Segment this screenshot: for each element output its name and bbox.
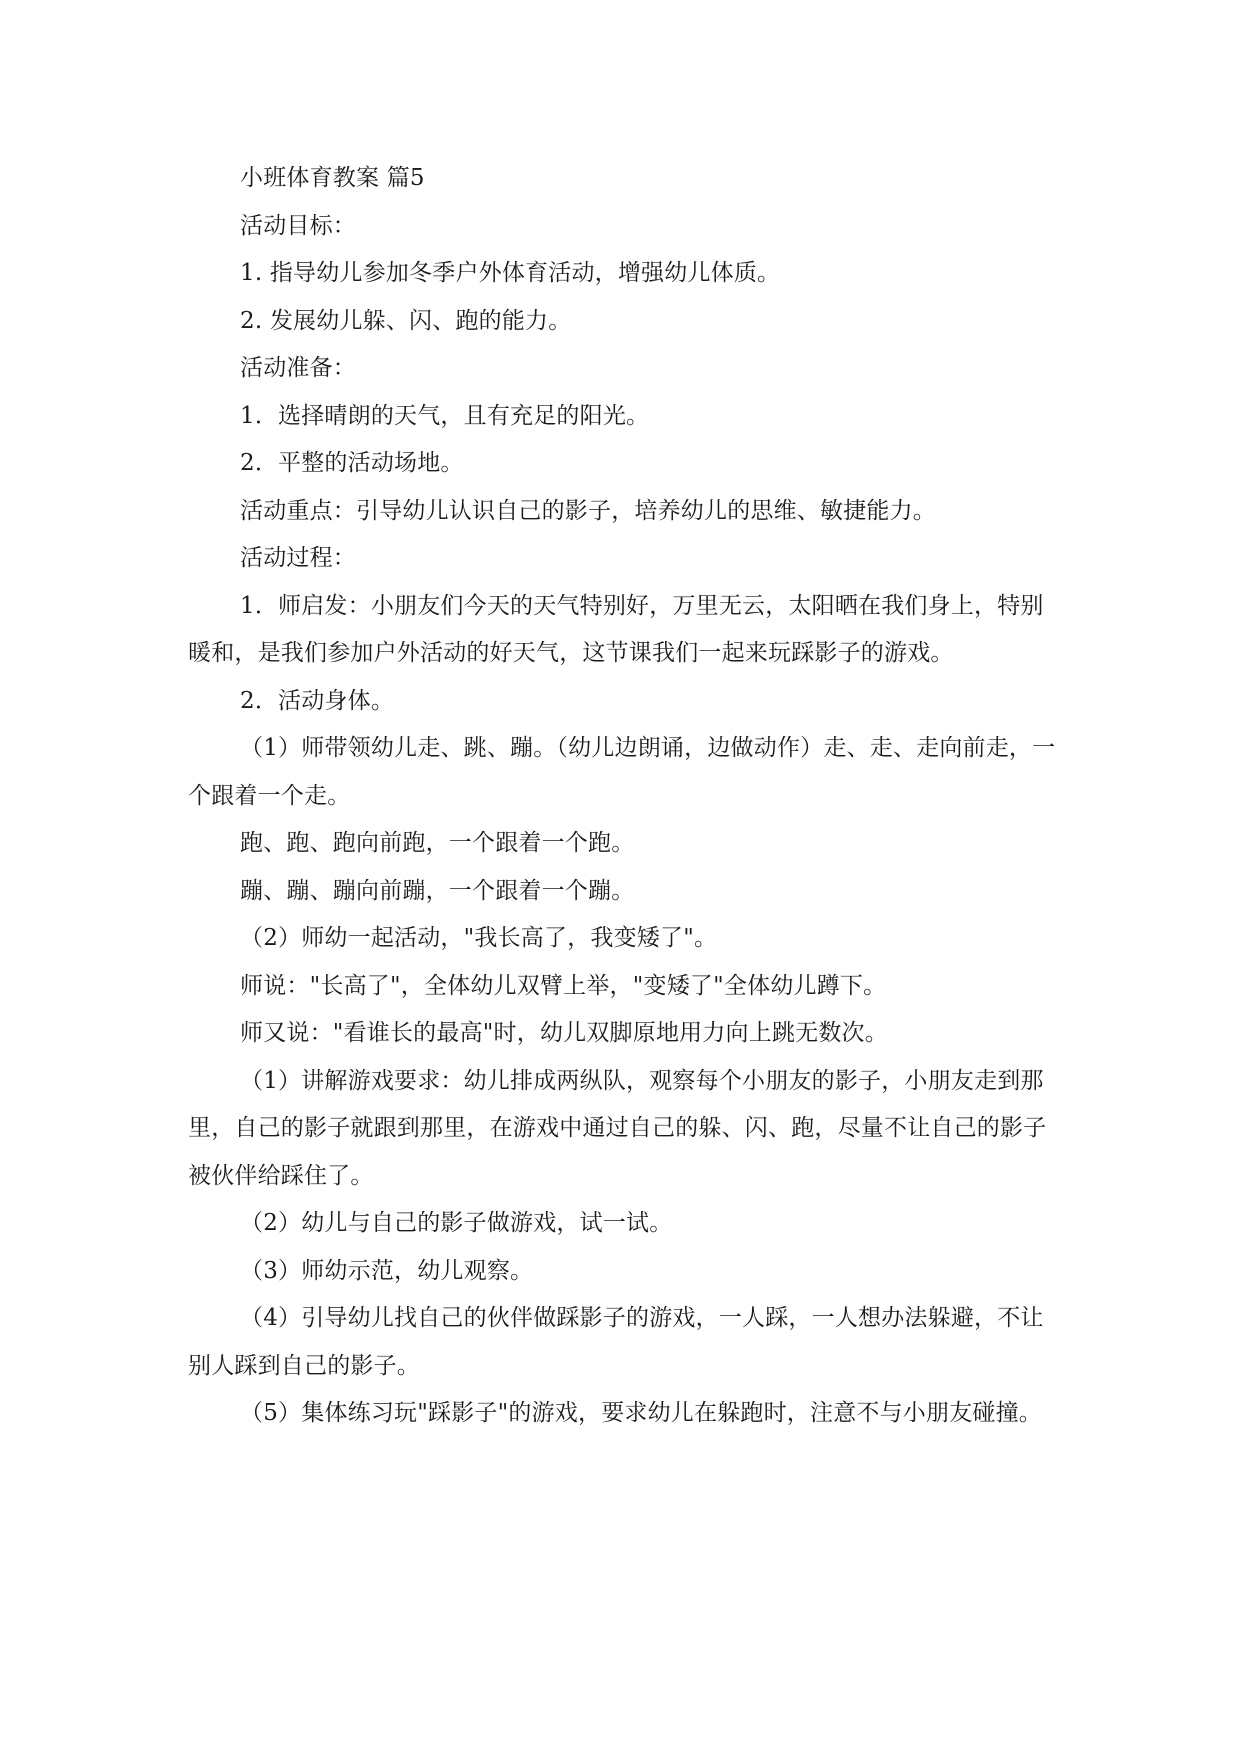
- paragraph: 1．师启发：小朋友们今天的天气特别好，万里无云，太阳晒在我们身上，特别暖和，是我们参加户外活动的好天气，这节课我们一起来玩踩影子的游戏。: [188, 592, 1044, 666]
- paragraph: （1）讲解游戏要求：幼儿排成两纵队，观察每个小朋友的影子，小朋友走到那里，自己的影子就跟到那里，在游戏中通过自己的躲、闪、跑，尽量不让自己的影子被伙伴给踩住了。: [188, 1067, 1047, 1189]
- paragraph: （2）师幼一起活动，"我长高了，我变矮了"。: [240, 925, 718, 951]
- paragraph: （4）引导幼儿找自己的伙伴做踩影子的游戏，一人踩，一人想办法躲避，不让别人踩到自己的影子。: [188, 1305, 1044, 1379]
- paragraph: 跑、跑、跑向前跑，一个跟着一个跑。: [240, 830, 635, 856]
- paragraph: 活动重点：引导幼儿认识自己的影子，培养幼儿的思维、敏捷能力。: [240, 497, 936, 524]
- document-title: 小班体育教案 篇5: [240, 165, 425, 191]
- paragraph: （1）师带领幼儿走、跳、蹦。（幼儿边朗诵，边做动作）走、走、走向前走，一个跟着一个走。: [188, 735, 1056, 809]
- paragraph: 师说："长高了"，全体幼儿双臂上举，"变矮了"全体幼儿蹲下。: [240, 972, 887, 999]
- document-body: [188, 155, 1058, 1438]
- paragraph: 蹦、蹦、蹦向前蹦，一个跟着一个蹦。: [240, 877, 635, 904]
- paragraph: 1．选择晴朗的天气，且有充足的阳光。: [240, 402, 650, 429]
- paragraph: 2．活动身体。: [240, 687, 395, 714]
- paragraph: （2）幼儿与自己的影子做游戏，试一试。: [240, 1210, 673, 1236]
- paragraph: 2．平整的活动场地。: [240, 450, 464, 476]
- paragraph: 1. 指导幼儿参加冬季户外体育活动，增强幼儿体质。: [240, 260, 781, 286]
- section-heading-preparation: 活动准备：: [240, 355, 356, 381]
- section-heading-goals: 活动目标：: [240, 212, 356, 239]
- paragraph: 2. 发展幼儿躲、闪、跑的能力。: [240, 307, 572, 334]
- paragraph: （5）集体练习玩"踩影子"的游戏，要求幼儿在躲跑时，注意不与小朋友碰撞。: [240, 1400, 1042, 1426]
- section-heading-process: 活动过程：: [240, 545, 356, 571]
- paragraph: 师又说："看谁长的最高"时，幼儿双脚原地用力向上跳无数次。: [240, 1020, 888, 1046]
- paragraph: （3）师幼示范，幼儿观察。: [240, 1257, 534, 1284]
